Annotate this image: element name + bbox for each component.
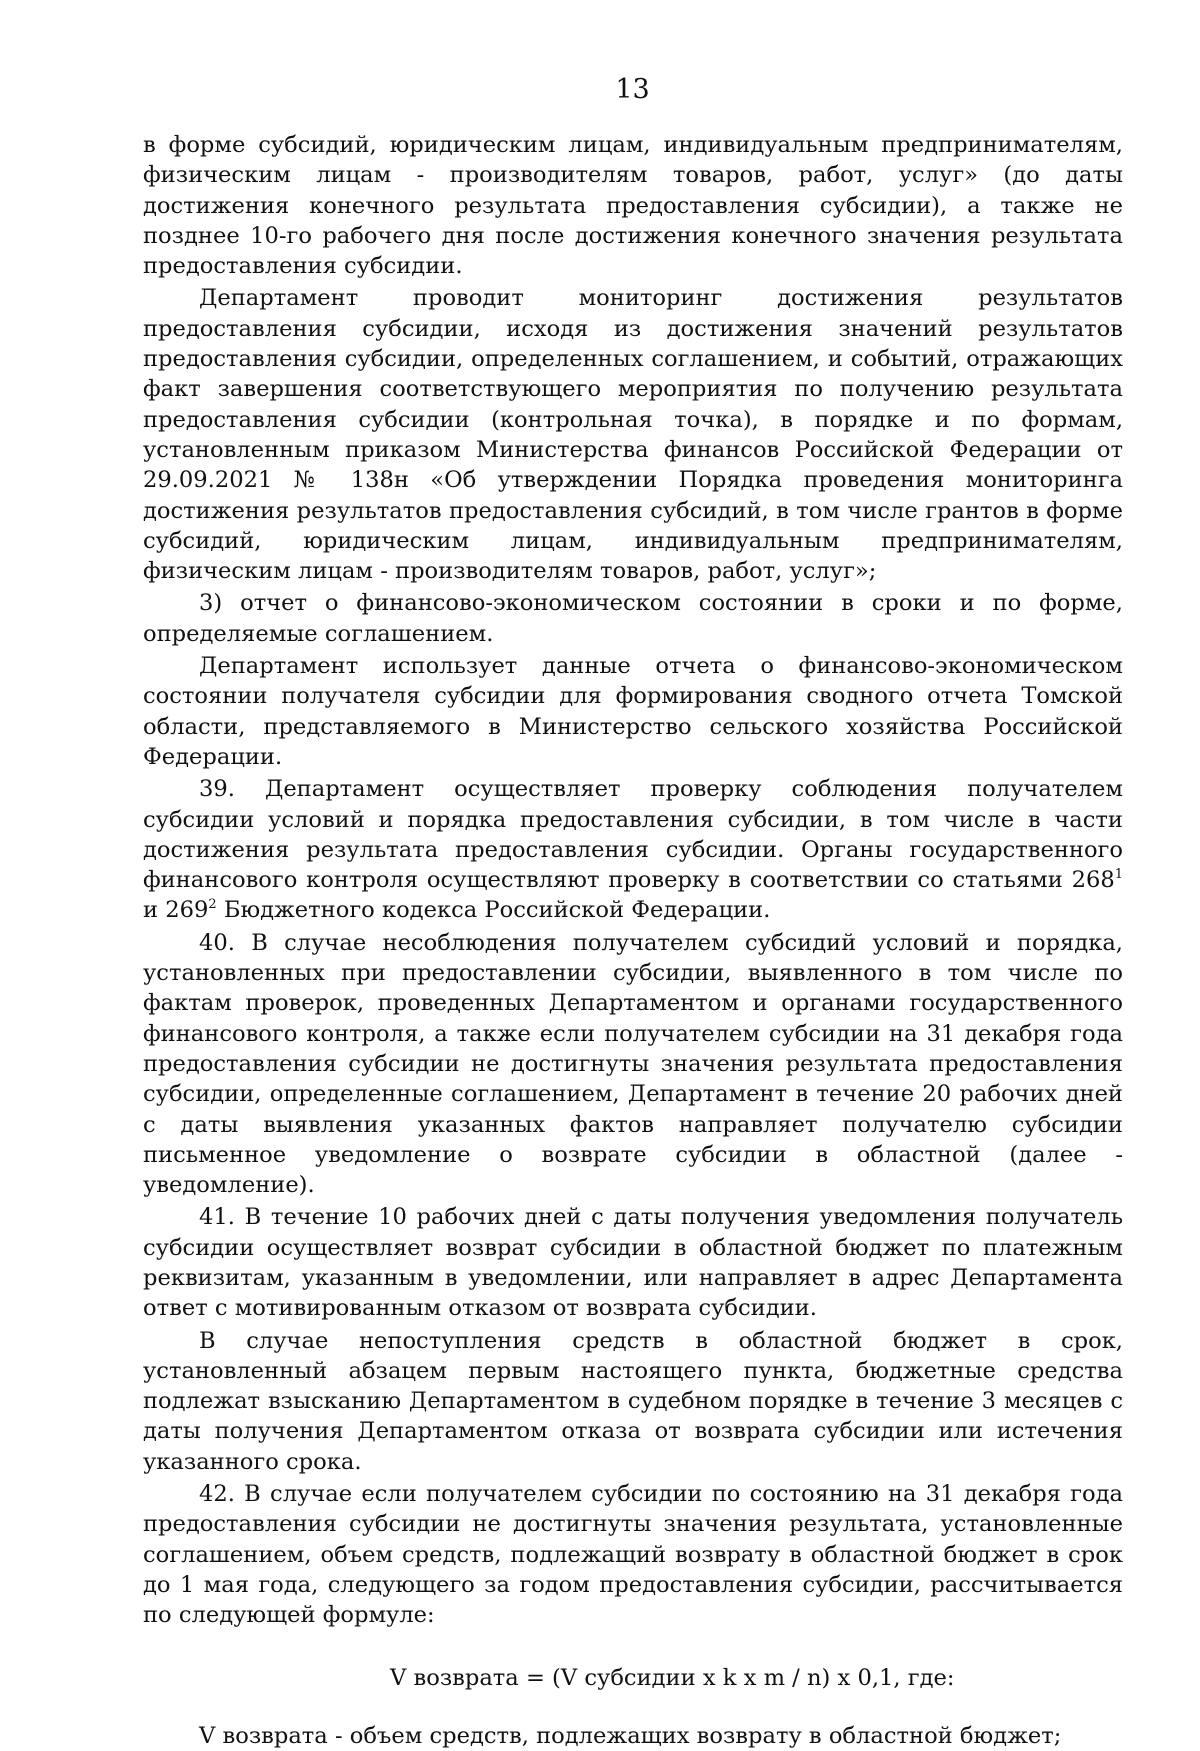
document-body xyxy=(143,130,1123,1751)
paragraph-continuation: в форме субсидий, юридическим лицам, индивидуальным предпринимателям, физическим лицам - производителям товаров, работ, услуг» (до даты достижения конечного результата предоставления субсидии), а также не позднее 10-го рабочего дня после достижения конечного значения результата предоставления субсидии. xyxy=(143,132,1123,280)
paragraph-39-text-1: 39. Департамент осуществляет проверку соблюдения получателем субсидии условий и порядка предоставления субсидии, в том числе в части достижения результата предоставления субсидии. Органы государственного финансового контроля осуществляют проверку в соответствии со статьями 268 xyxy=(143,776,1123,894)
paragraph-report-usage: Департамент использует данные отчета о финансово-экономическом состоянии получателя субсидии для формирования сводного отчета Томской области, представляемого в Министерство сельского хозяйства Российской Федерации. xyxy=(143,653,1123,770)
superscript-268: 1 xyxy=(1114,867,1123,883)
paragraph-39 xyxy=(143,774,1123,925)
paragraph-39-text-2: и 269 xyxy=(143,897,209,924)
paragraph-39-text-3: Бюджетного кодекса Российской Федерации. xyxy=(216,897,771,924)
paragraph-40: 40. В случае несоблюдения получателем субсидий условий и порядка, установленных при предоставлении субсидии, выявленного в том числе по фактам проверок, проведенных Департаментом и органами государственного финансового контроля, а также если получателем субсидии на 31 декабря года предоставления субсидии не достигнуты значения результата предоставления субсидии, определенные соглашением, Департамент в течение 20 рабочих дней с даты выявления указанных фактов направляет получателю субсидии письменное уведомление о возврате субсидии в областной (далее - уведомление). xyxy=(143,929,1123,1199)
formula-definition: V возврата - объем средств, подлежащих возврату в областной бюджет; xyxy=(199,1722,1062,1749)
paragraph-41-recovery: В случае непоступления средств в областной бюджет в срок, установленный абзацем первым настоящего пункта, бюджетные средства подлежат взысканию Департаментом в судебном порядке в течение 3 месяцев с даты получения Департаментом отказа от возврата субсидии или истечения указанного срока. xyxy=(143,1327,1123,1475)
superscript-269: 2 xyxy=(208,897,217,913)
paragraph-41: 41. В течение 10 рабочих дней с даты получения уведомления получатель субсидии осуществляет возврат субсидии в областной бюджет по платежным реквизитам, указанным в уведомлении, или направляет в адрес Департамента ответ с мотивированным отказом от возврата субсидии. xyxy=(143,1204,1123,1322)
refund-formula: V возврата = (V субсидии x k x m / n) x 0,1, где: xyxy=(390,1664,955,1691)
paragraph-monitoring: Департамент проводит мониторинг достижения результатов предоставления субсидии, исходя из достижения значений результатов предоставления субсидии, определенных соглашением, и событий, отражающих факт завершения соответствующего мероприятия по получению результата предоставления субсидии (контрольная точка), в порядке и по формам, установленным приказом Министерства финансов Российской Федерации от 29.09.2021 № 138н «Об утверждении Порядка проведения мониторинга достижения результатов предоставления субсидий, в том числе грантов в форме субсидий, юридическим лицам, индивидуальным предпринимателям, физическим лицам - производителям товаров, работ, услуг»; xyxy=(143,285,1123,585)
paragraph-item-3-report: 3) отчет о финансово-экономическом состоянии в сроки и по форме, определяемые соглашением. xyxy=(143,590,1123,647)
paragraph-42: 42. В случае если получателем субсидии по состоянию на 31 декабря года предоставления субсидии не достигнуты значения результата, установленные соглашением, объем средств, подлежащий возврату в областной бюджет в срок до 1 мая года, следующего за годом предоставления субсидии, рассчитывается по следующей формуле: xyxy=(143,1481,1123,1629)
page-number: 13 xyxy=(615,74,650,105)
